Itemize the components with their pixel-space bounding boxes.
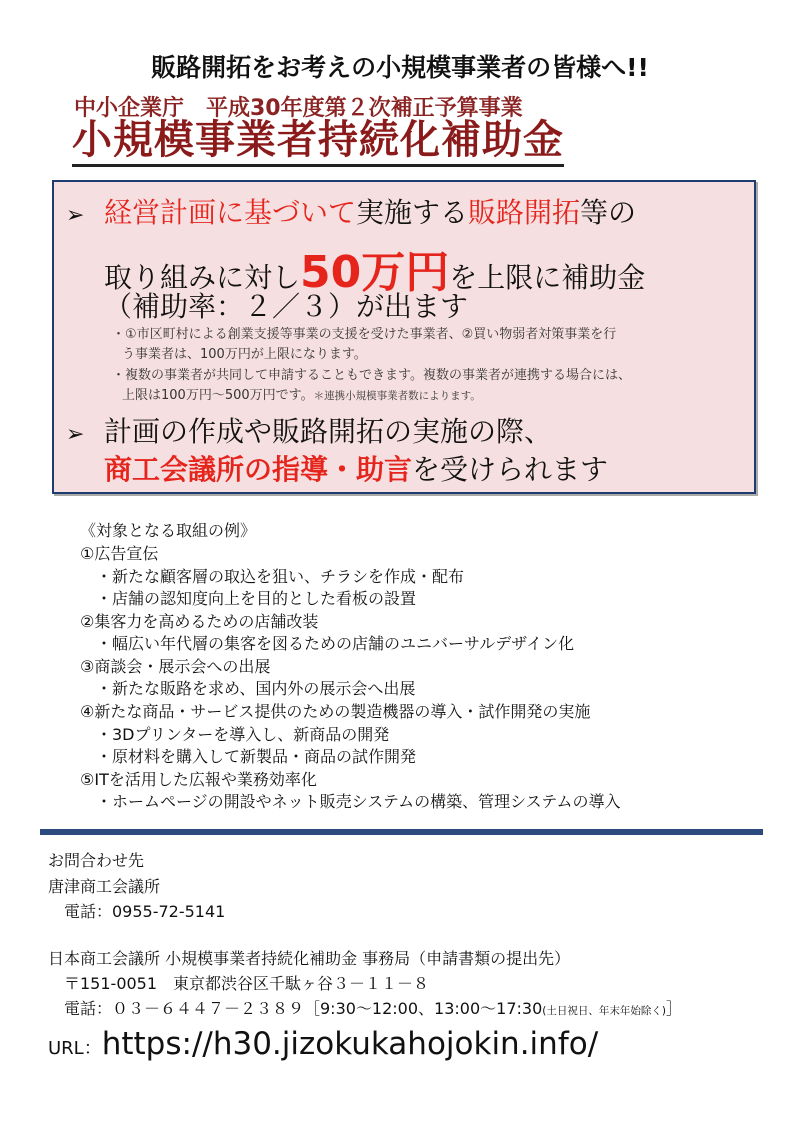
contact-org: 唐津商工会議所 bbox=[48, 877, 161, 896]
example-sub: ・ホームページの開設やネット販売システムの構築、管理システムの導入 bbox=[96, 792, 621, 811]
example-sub: ・原材料を購入して新製品・商品の試作開発 bbox=[96, 747, 417, 766]
example-sub: ・幅広い年代層の集客を図るための店舗のユニバーサルデザイン化 bbox=[96, 634, 575, 653]
bullet2-line1 bbox=[66, 410, 552, 450]
note2-small: ＊連携小規模事業者数によります。 bbox=[313, 390, 481, 402]
bullet2-l1-text: 計画の作成や販路開拓の実施の際、 bbox=[104, 415, 553, 448]
note2-line2 bbox=[122, 384, 481, 403]
url-label: URL： bbox=[48, 1038, 102, 1059]
bullet1-l2-post: を上限に補助金 bbox=[449, 261, 646, 294]
example-item: ③商談会・展示会への出展 bbox=[80, 657, 271, 676]
bullet1-red1: 経営計画に基づいて bbox=[104, 196, 357, 229]
office-address: 〒151-0051 東京都渋谷区千駄ヶ谷３－１１－８ bbox=[64, 974, 430, 993]
example-item: ④新たな商品・サービス提供のための製造機器の導入・試作開発の実施 bbox=[80, 702, 591, 721]
example-sub: ・3Dプリンターを導入し、新商品の開発 bbox=[96, 725, 390, 744]
note1-line1: ・①市区町村による創業支援等事業の支援を受けた事業者、②買い物弱者対策事業を行 bbox=[112, 327, 617, 342]
bullet1-l2-pre: 取り組みに対し bbox=[104, 261, 301, 294]
example-sub: ・新たな顧客層の取込を狙い、チラシを作成・配布 bbox=[96, 567, 465, 586]
bullet1-line3: （補助率：２／３）が出ます bbox=[104, 290, 469, 323]
example-sub: ・店舗の認知度向上を目的とした看板の設置 bbox=[96, 589, 417, 608]
agency-line: 中小企業庁 平成30年度第２次補正予算事業 bbox=[74, 96, 523, 121]
example-item: ①広告宣伝 bbox=[80, 544, 159, 563]
page-title: 小規模事業者持続化補助金 bbox=[72, 118, 564, 167]
example-item: ②集客力を高めるための店舗改装 bbox=[80, 612, 319, 631]
section-divider bbox=[40, 829, 763, 835]
examples-heading: 《対象となる取組の例》 bbox=[80, 521, 257, 540]
arrow-bullet-icon: ➢ bbox=[66, 422, 85, 447]
bullet1-line1 bbox=[66, 191, 636, 231]
office-tel-note: (土日祝日、年末年始除く) bbox=[542, 1005, 666, 1017]
subsidy-amount: 50万円 bbox=[300, 247, 450, 298]
note2-main: 上限は100万円～500万円です。 bbox=[122, 388, 314, 403]
office-tel bbox=[64, 996, 682, 1019]
bullet2-black: を受けられます bbox=[412, 453, 609, 486]
headline: 販路開拓をお考えの小規模事業者の皆様へ!! bbox=[151, 53, 649, 82]
bullet2-red: 商工会議所の指導・助言 bbox=[104, 453, 413, 486]
example-sub: ・新たな販路を求め、国内外の展示会へ出展 bbox=[96, 679, 416, 698]
office-tel-end: ］ bbox=[665, 999, 682, 1018]
note2-line1: ・複数の事業者が共同して申請することもできます。複数の事業者が連携する場合には、 bbox=[112, 368, 631, 383]
office-name: 日本商工会議所 小規模事業者持続化補助金 事務局（申請書類の提出先） bbox=[48, 949, 571, 968]
office-tel-main: 電話：０３－６４４７－２３８９［9:30～12:00、13:00～17:30 bbox=[64, 999, 543, 1018]
url-link[interactable]: https://h30.jizokukahojokin.info/ bbox=[101, 1026, 599, 1062]
contact-heading: お問合わせ先 bbox=[48, 851, 145, 870]
bullet1-black2: 等の bbox=[580, 196, 637, 229]
arrow-bullet-icon: ➢ bbox=[66, 203, 85, 228]
bullet2-line2 bbox=[104, 448, 608, 488]
bullet1-red2: 販路開拓 bbox=[468, 196, 581, 229]
bullet1-black1: 実施する bbox=[356, 196, 469, 229]
example-item: ⑤ITを活用した広報や業務効率化 bbox=[80, 770, 317, 789]
url-line bbox=[48, 1026, 598, 1062]
note1-line2: う事業者は、100万円が上限になります。 bbox=[122, 347, 367, 362]
contact-tel: 電話：0955-72-5141 bbox=[64, 902, 226, 921]
